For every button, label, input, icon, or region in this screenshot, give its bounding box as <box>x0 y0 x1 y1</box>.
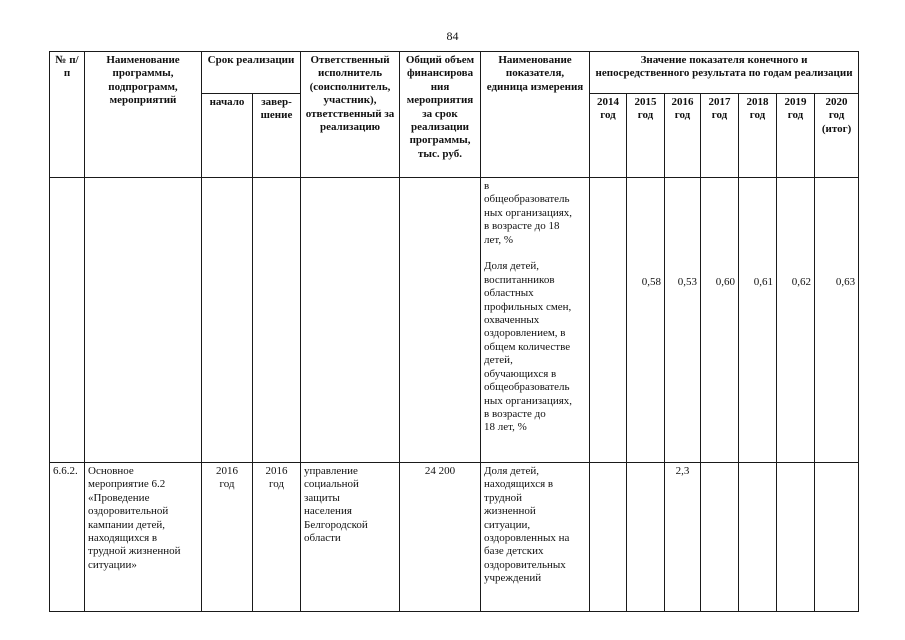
cell-value-2018 <box>739 463 777 612</box>
header-year: 2017 год <box>701 94 739 178</box>
page-number: 84 <box>446 29 459 43</box>
cell-responsible: управление социальной защиты населения Белгородской области <box>301 463 400 612</box>
cell-value-2015 <box>627 463 665 612</box>
header-term-end: завер- шение <box>253 94 301 178</box>
cell-value-2019: 0,62 <box>777 178 815 463</box>
header-indicator: Наименование показателя, единица измерения <box>481 52 590 178</box>
cell-value-2018: 0,61 <box>739 178 777 463</box>
cell-funding: 24 200 <box>400 463 481 612</box>
table-row <box>50 463 859 612</box>
cell-value-2017: 0,60 <box>701 178 739 463</box>
cell-responsible <box>301 178 400 463</box>
cell-indicator: в общеобразователь ных организациях, в возрасте до 18 лет, % Доля детей, воспитанников областных профильных смен, охваченных оздоровлением, в общем количестве детей, обучающихся в общеобразователь ных организациях, в возрасте до 18 лет, % <box>481 178 590 463</box>
header-year: 2016 год <box>665 94 701 178</box>
header-name: Наименование программы, подпрограмм, мероприятий <box>85 52 202 178</box>
header-num: № п/п <box>50 52 85 178</box>
cell-name <box>85 178 202 463</box>
header-term: Срок реализации <box>202 52 301 94</box>
cell-funding <box>400 178 481 463</box>
cell-num: 6.6.2. <box>50 463 85 612</box>
header-year: 2019 год <box>777 94 815 178</box>
cell-num <box>50 178 85 463</box>
cell-value-2017 <box>701 463 739 612</box>
header-year: 2018 год <box>739 94 777 178</box>
cell-value-2020: 0,63 <box>815 178 859 463</box>
header-year: 2015 год <box>627 94 665 178</box>
header-responsible: Ответственный исполнитель (соисполнитель, участник), ответственный за реализацию <box>301 52 400 178</box>
header-year: 2020 год (итог) <box>815 94 859 178</box>
cell-value-2016: 0,53 <box>665 178 701 463</box>
cell-end: 2016 год <box>253 463 301 612</box>
cell-end <box>253 178 301 463</box>
cell-value-2016: 2,3 <box>665 463 701 612</box>
header-funding: Общий объем финансирова ния мероприятия за срок реализации программы, тыс. руб. <box>400 52 481 178</box>
cell-start: 2016 год <box>202 463 253 612</box>
cell-value-2020 <box>815 463 859 612</box>
header-year: 2014 год <box>590 94 627 178</box>
cell-indicator: Доля детей, находящихся в трудной жизненной ситуации, оздоровленных на базе детских оздоровительных учреждений <box>481 463 590 612</box>
cell-value-2019 <box>777 463 815 612</box>
cell-name: Основное мероприятие 6.2 «Проведение оздоровительной кампании детей, находящихся в трудной жизненной ситуации» <box>85 463 202 612</box>
cell-start <box>202 178 253 463</box>
cell-value-2014 <box>590 178 627 463</box>
header-term-start: начало <box>202 94 253 178</box>
cell-value-2014 <box>590 463 627 612</box>
cell-value-2015: 0,58 <box>627 178 665 463</box>
header-values-title: Значение показателя конечного и непосредственного результата по годам реализации <box>590 52 859 94</box>
indicators-table <box>49 51 859 612</box>
table-row <box>50 178 859 463</box>
